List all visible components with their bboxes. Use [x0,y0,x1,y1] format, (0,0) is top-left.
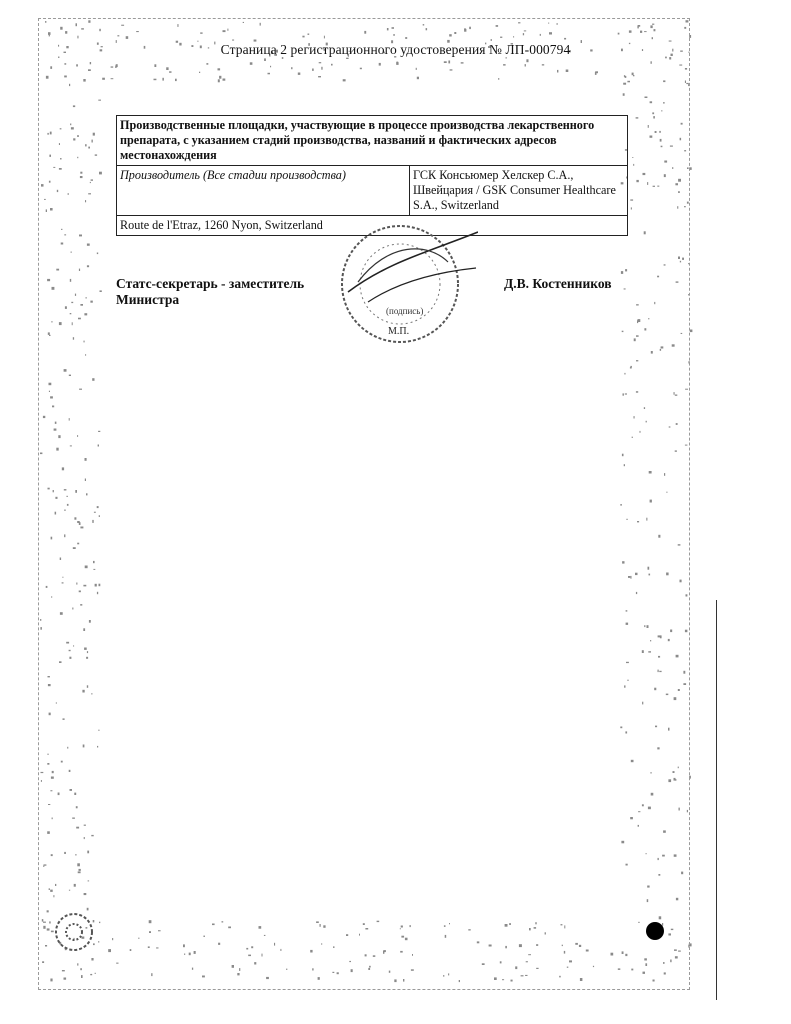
table-row [117,166,628,216]
table-heading: Производственные площадки, участвующие в процессе производства лекарственного препарата, с указанием стадий производства, названий и фактических адресов местонахождения [117,116,628,166]
stamp-mp-label: М.П. [388,326,410,337]
production-sites-table [116,115,628,236]
scan-speck [690,330,693,333]
manufacturer-role: Производитель (Все стадии производства) [117,166,410,216]
official-seal-stamp [328,222,478,352]
page-header: Страница 2 регистрационного удостоверения № ЛП-000794 [220,42,571,57]
punch-hole-mark [646,922,664,940]
signer-name: Д.В. Костенников [504,276,612,291]
signer-title: Статс-секретарь - заместитель Министра [116,276,305,307]
manufacturer-company: ГСК Консьюмер Хелскер С.А., Швейцария / GSK Consumer Healthcare S.A., Switzerland [410,166,628,216]
page-edge-line [716,600,717,1000]
manufacturer-address: Route de l'Etraz, 1260 Nyon, Switzerland [117,216,628,236]
corner-emblem [52,910,96,954]
table-row [117,116,628,166]
stamp-signature-label: (подпись) [386,306,424,316]
